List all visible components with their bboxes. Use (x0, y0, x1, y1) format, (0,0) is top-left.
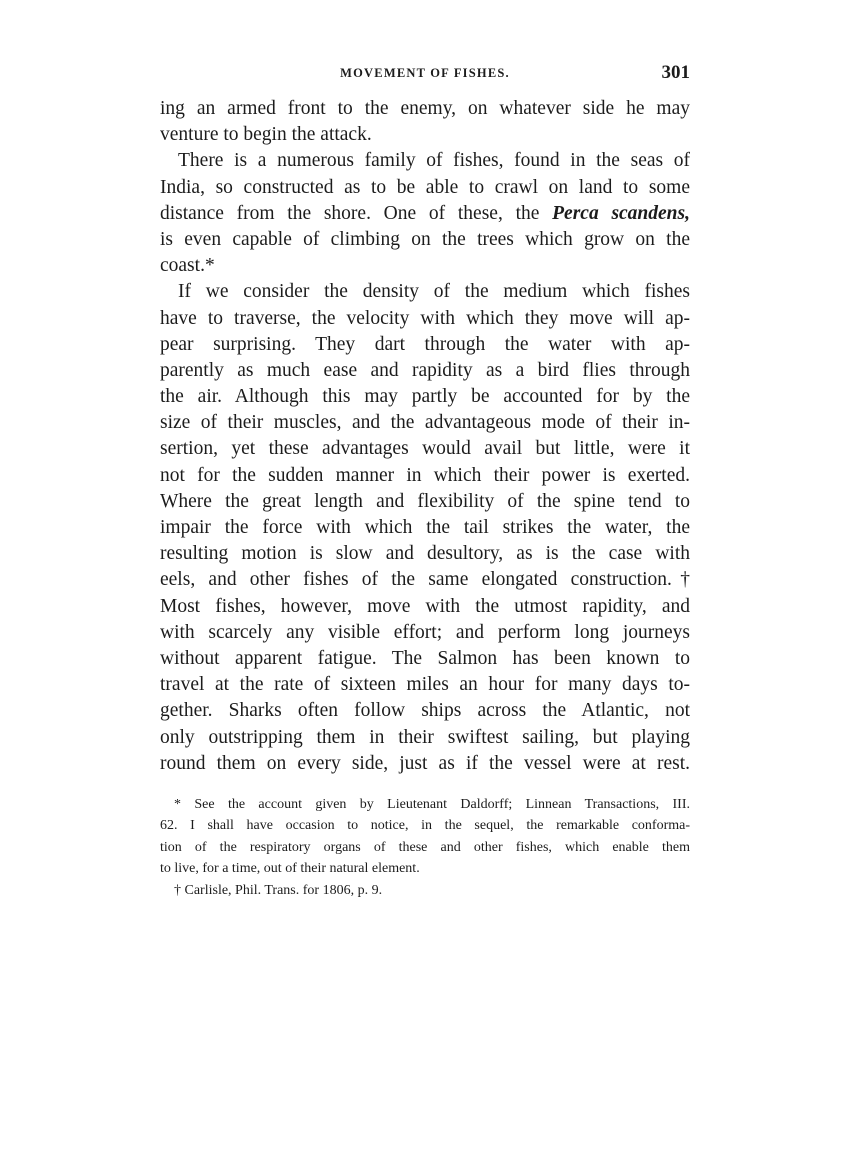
text-line: without apparent fatigue. The Salmon has been known to (160, 647, 690, 669)
text-line: resulting motion is slow and desultory, as is the case with (160, 543, 690, 565)
species-name: Perca scandens, (552, 202, 690, 224)
text-line: parently as much ease and rapidity as a bird flies through (160, 359, 690, 381)
text-line: not for the sudden manner in which their power is exerted. (160, 464, 690, 486)
text-line: have to traverse, the velocity with which they move will ap- (160, 307, 690, 329)
text-line: with scarcely any visible effort; and perform long journeys (160, 621, 690, 643)
footnote-line: tion of the respiratory organs of these and other fishes, which enable them (160, 839, 690, 855)
text-line: only outstripping them in their swiftest sailing, but playing (160, 726, 690, 748)
text-line: ing an armed front to the enemy, on whatever side he may (160, 98, 690, 119)
text-line: size of their muscles, and the advantageous mode of their in- (160, 412, 690, 434)
text-line: Where the great length and flexibility of the spine tend to (160, 490, 690, 512)
text-line: pear surprising. They dart through the water with ap- (160, 333, 690, 355)
running-head (160, 62, 690, 86)
text-line (160, 201, 690, 227)
footnote-line: * See the account given by Lieutenant Daldorff; Linnean Transactions, III. (174, 797, 690, 812)
text-line: India, so constructed as to be able to crawl on land to some (160, 176, 690, 198)
running-title: MOVEMENT OF FISHES. (340, 66, 510, 80)
text-line: There is a numerous family of fishes, found in the seas of (178, 150, 690, 172)
text-line: gether. Sharks often follow ships across the Atlantic, not (160, 700, 690, 722)
text-line: is even capable of climbing on the trees which grow on the (160, 228, 690, 250)
text-line: travel at the rate of sixteen miles an hour for many days to- (160, 674, 690, 696)
text-line: the air. Although this may partly be accounted for by the (160, 386, 690, 408)
text-line: eels, and other fishes of the same elongated construction.† (160, 569, 690, 591)
text-line: venture to begin the attack. (160, 124, 372, 146)
footnote-line: to live, for a time, out of their natural element. (160, 861, 420, 877)
text-segment: distance from the shore. One of these, the (160, 202, 540, 224)
text-line: If we consider the density of the medium which fishes (178, 281, 690, 303)
text-line: sertion, yet these advantages would avail but little, were it (160, 438, 690, 460)
page-number: 301 (661, 62, 690, 83)
text-line: round them on every side, just as if the vessel were at rest. (160, 752, 690, 774)
footnote-line: † Carlisle, Phil. Trans. for 1806, p. 9. (174, 882, 383, 898)
body-text (160, 96, 690, 777)
footnotes (160, 794, 690, 901)
text-line: Most fishes, however, move with the utmost rapidity, and (160, 595, 690, 617)
text-line: coast.* (160, 255, 215, 277)
text-line: impair the force with which the tail strikes the water, the (160, 517, 690, 538)
footnote-line: 62. I shall have occasion to notice, in the sequel, the remarkable conforma- (160, 818, 690, 834)
